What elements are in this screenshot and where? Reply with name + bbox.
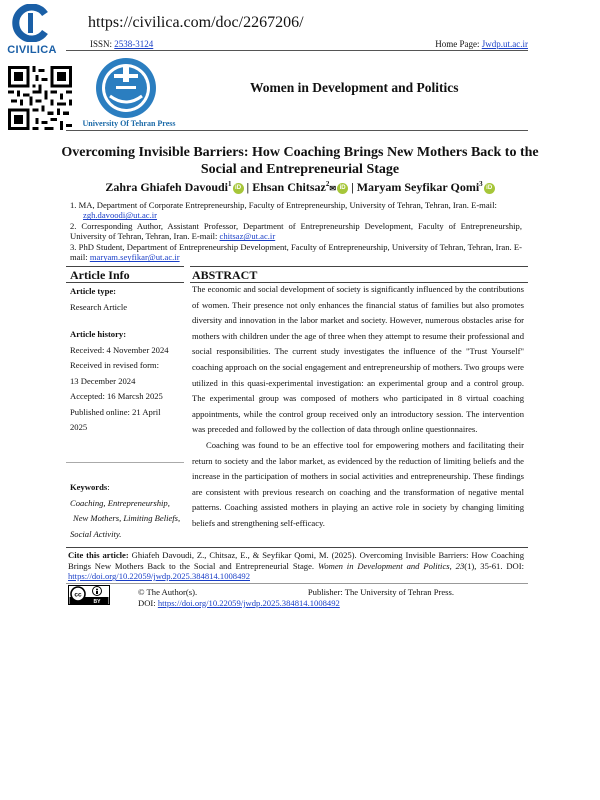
affiliation-1 xyxy=(70,200,522,221)
document-url[interactable]: https://civilica.com/doc/2267206/ xyxy=(88,14,304,31)
keywords-colon: : xyxy=(107,482,110,492)
author-name: Ehsan Chitsaz xyxy=(252,180,326,194)
article-title: Overcoming Invisible Barriers: How Coaching Brings New Mothers Back to the Social and Entrepreneurial Stage xyxy=(61,145,539,177)
affiliation-email[interactable]: zgh.davoodi@ut.ac.ir xyxy=(83,210,158,221)
keywords-line: Social Activity. xyxy=(70,528,122,539)
license-doi-link[interactable]: https://doi.org/10.22059/jwdp.2025.384814.1008492 xyxy=(157,597,340,608)
homepage xyxy=(435,39,528,49)
received-date: Received: 4 November 2024 xyxy=(70,344,169,355)
author-list xyxy=(60,180,540,195)
article-info-panel xyxy=(70,284,185,436)
article-type-value: Research Article xyxy=(70,301,128,312)
author-separator: | xyxy=(348,180,357,194)
university-caption: University Of Tehran Press xyxy=(82,119,176,128)
issn xyxy=(90,39,153,49)
article-type-label: Article type: xyxy=(70,286,117,296)
civilica-logo[interactable] xyxy=(4,4,58,58)
email-icon: ✉ xyxy=(329,184,337,193)
keywords-line: Coaching, Entrepreneurship, xyxy=(70,497,170,508)
revised-label: Received in revised form: xyxy=(70,360,160,370)
citation-volume: 23 xyxy=(455,560,465,571)
header-rule-top xyxy=(66,50,528,51)
keywords-label: Keywords xyxy=(70,482,108,492)
revised-date: 13 December 2024 xyxy=(70,375,136,386)
abstract-rule-top xyxy=(190,266,528,267)
license-block xyxy=(138,587,528,608)
keywords-line: New Mothers, Limiting Beliefs, xyxy=(73,513,181,523)
by-mark-text: BY xyxy=(93,599,101,605)
author-name: Maryam Seyfikar Qomi xyxy=(356,180,480,194)
copyright-text: © The Author(s). xyxy=(138,587,198,597)
article-info-heading: Article Info xyxy=(70,268,130,282)
citation-doi-link[interactable]: https://doi.org/10.22059/jwdp.2025.384814.1008492 xyxy=(68,571,250,582)
affiliation-2 xyxy=(70,221,522,242)
civilica-c-icon xyxy=(12,4,50,42)
citation-block: Cite this article: Ghiafeh Davoudi, Z., Chitsaz, E., & Seyfikar Qomi, M. (2025). Overcoming Invisible Barriers: How Coaching Brings New Mothers Back to the Social and Entrepreneurial Stage. Women in Development and Politics, 23(1), 35-61. DOI: https://doi.org/10.22059/jwdp.2025.384814.1008492 xyxy=(68,550,525,582)
affiliation-text: 3. PhD Student, Department of Entrepreneurship Development, Faculty of Entrepreneurship, University of Tehran, Tehran, Iran. E-mail: xyxy=(70,242,522,263)
homepage-label: Home Page: xyxy=(435,39,480,49)
citation-text: Ghiafeh Davoudi, Z., Chitsaz, E., & Seyfikar Qomi, M. (2025). Overcoming Invisible Barriers: How Coaching Brings New Mothers Back to the Social and Entrepreneurial Stage. xyxy=(68,550,524,571)
author-separator: | xyxy=(243,180,253,194)
affiliation-3 xyxy=(70,242,522,263)
abstract-body xyxy=(192,282,524,532)
issn-label: ISSN: xyxy=(90,39,113,49)
cc-by-license-icon[interactable] xyxy=(68,585,110,605)
issn-link[interactable]: 2538-3124 xyxy=(114,39,154,49)
orcid-icon[interactable]: iD xyxy=(484,183,495,194)
citation-rule xyxy=(66,547,528,548)
author-superscript: 2 xyxy=(325,180,330,188)
author-superscript: 3 xyxy=(479,180,483,188)
published-year: 2025 xyxy=(70,422,88,432)
keywords-rule xyxy=(66,462,184,463)
abstract-paragraph-1: The economic and social development of society is significantly influenced by the contributions of women. Their presence not only enhances the financial status of families but also promotes diversity and innovation in the labor market and society. However, numerous obstacles arise for mothers with children under the age of three when they attempt to resume their professional and social responsibilities. The current study investigates the influence of the "Trust Yourself" coaching approach on the social engagement and entrepreneurship of mothers. Two groups were utilized in this quasi-experimental investigation: an experimental group and a control group. The experimental group was composed of mothers who participated in 8 virtual coaching appointments, while the control group received only an introductory session. The intervention was preceded and followed by the collection of data through online questionnaires. xyxy=(192,284,524,435)
affiliation-email[interactable]: maryam.seyfikar@ut.ac.ir xyxy=(89,252,180,263)
article-history-label: Article history: xyxy=(70,329,127,339)
license-rule xyxy=(66,583,528,584)
info-rule-top xyxy=(66,266,184,267)
header-rule-bottom xyxy=(66,130,528,131)
citation-journal: Women in Development and Politics xyxy=(317,560,450,571)
affiliation-email[interactable]: chitsaz@ut.ac.ir xyxy=(219,231,276,242)
accepted-date: Accepted: 16 Marcsh 2025 xyxy=(70,391,163,401)
qr-code-icon[interactable] xyxy=(8,66,72,130)
published-label: Published online: 21 April xyxy=(70,406,161,417)
keywords-panel xyxy=(70,480,185,542)
citation-pages: (1), 35-61. DOI: xyxy=(464,560,525,571)
university-of-tehran-logo-icon xyxy=(80,52,172,128)
author-superscript: 1 xyxy=(228,180,232,188)
abstract-paragraph-2: Coaching was found to be an effective tool for empowering mothers and facilitating their return to society and the labor market, as evidenced by the reduction of limiting beliefs and the increase in the participation of mothers in social activities and entrepreneurship. These findings are consistent with previous research on coaching and the transformation of negative mental patterns. Coaching assisted mothers in playing an active role in society by changing limiting beliefs and strengthening self-efficacy. xyxy=(192,439,524,528)
license-doi-label: DOI: xyxy=(138,597,156,608)
info-rule-bottom xyxy=(66,282,184,283)
homepage-link[interactable]: Jwdp.ut.ac.ir xyxy=(481,39,528,49)
abstract-heading: ABSTRACT xyxy=(192,268,258,282)
cc-mark-text: cc xyxy=(74,591,82,599)
civilica-brand-text: CIVILICA xyxy=(7,44,57,56)
journal-name: Women in Development and Politics xyxy=(250,80,459,95)
orcid-icon[interactable]: iD xyxy=(337,183,348,194)
author-name: Zahra Ghiafeh Davoudi xyxy=(105,180,229,194)
orcid-icon[interactable]: iD xyxy=(233,183,244,194)
affiliation-text: 2. Corresponding Author, Assistant Professor, Department of Entrepreneurship Development, Faculty of Entrepreneurship, University of Tehran, Tehran, Iran. E-mail: xyxy=(70,221,522,242)
citation-label: Cite this article: xyxy=(68,550,129,560)
affiliation-text: 1. MA, Department of Corporate Entrepreneurship, Faculty of Entrepreneurship, University of Tehran, Tehran, Iran. E-mail: xyxy=(70,200,497,210)
publisher-text: Publisher: The University of Tehran Press. xyxy=(307,587,454,597)
